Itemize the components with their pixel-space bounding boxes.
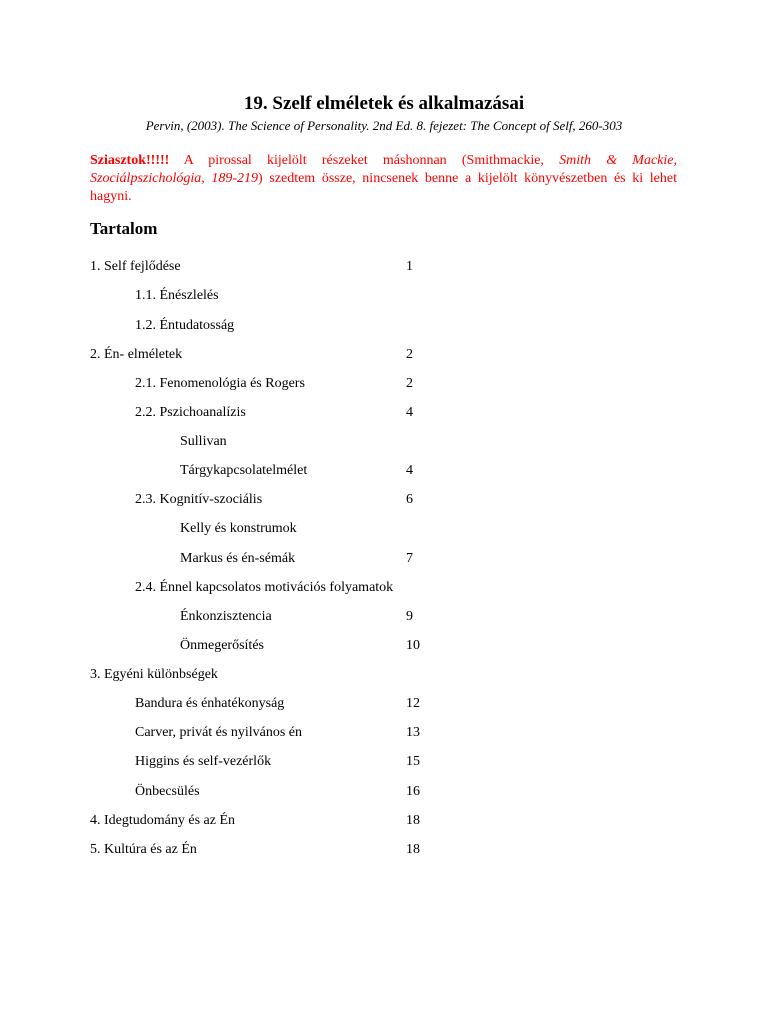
toc-label: Énkonzisztencia — [180, 609, 272, 624]
toc-label: 1.1. Énészlelés — [135, 288, 219, 303]
toc-row — [0, 752, 768, 772]
toc-row — [0, 723, 768, 743]
toc-heading: Tartalom — [90, 219, 158, 238]
toc-label: 4. Idegtudomány és az Én — [90, 813, 236, 828]
toc-page: 9 — [406, 609, 413, 624]
toc-label: Higgins és self-vezérlők — [135, 754, 272, 769]
document-title: 19. Szelf elméletek és alkalmazásai — [243, 93, 525, 114]
toc-label: 2. Én- elméletek — [90, 347, 183, 362]
toc-row — [0, 694, 768, 714]
notice-text-2: ) szedtem össze, nincsenek benne a kijelölt könyvészetben és ki lehet hagyni. — [90, 171, 677, 204]
notice-greeting: Sziasztok!!!!! — [90, 153, 170, 168]
toc-row — [0, 607, 768, 627]
toc-label: Önmegerősítés — [180, 638, 264, 653]
toc-label: 5. Kultúra és az Én — [90, 842, 197, 857]
toc-page: 13 — [406, 725, 420, 740]
toc-label: 2.3. Kognitív-szociális — [135, 492, 263, 507]
toc-label: 2.2. Pszichoanalízis — [135, 405, 246, 420]
toc-row — [0, 374, 768, 394]
toc-row — [0, 665, 768, 685]
toc-page: 10 — [406, 638, 420, 653]
toc-page: 15 — [406, 754, 420, 769]
toc-row — [0, 345, 768, 365]
toc-page: 4 — [406, 405, 413, 420]
toc-page: 6 — [406, 492, 413, 507]
toc-label: 1. Self fejlődése — [90, 259, 181, 274]
toc-row — [0, 490, 768, 510]
toc-page: 1 — [406, 259, 413, 274]
toc-row — [0, 519, 768, 539]
toc-label: 3. Egyéni különbségek — [90, 667, 218, 682]
toc-row — [0, 636, 768, 656]
toc-row — [0, 578, 768, 598]
toc-label: 2.1. Fenomenológia és Rogers — [135, 376, 305, 391]
toc-page: 18 — [406, 842, 420, 857]
toc-row — [0, 782, 768, 802]
toc-page: 2 — [406, 347, 413, 362]
toc-page: 12 — [406, 696, 420, 711]
toc-row — [0, 461, 768, 481]
toc-page: 7 — [406, 551, 413, 566]
toc-label: Kelly és konstrumok — [180, 521, 297, 536]
toc-row — [0, 316, 768, 336]
toc-row — [0, 811, 768, 831]
notice-paragraph — [90, 152, 677, 206]
toc-label: Bandura és énhatékonyság — [135, 696, 285, 711]
document-subtitle: Pervin, (2003). The Science of Personality. 2nd Ed. 8. fejezet: The Concept of Self, 260-303 — [145, 118, 623, 133]
toc-label: Carver, privát és nyilvános én — [135, 725, 303, 740]
notice-text-1: A pirossal kijelölt részeket máshonnan (Smithmackie, — [169, 153, 560, 168]
toc-label: Sullivan — [180, 434, 227, 449]
toc-label: Tárgykapcsolatelmélet — [180, 463, 308, 478]
toc-row — [0, 286, 768, 306]
toc-row — [0, 403, 768, 423]
toc-page: 18 — [406, 813, 420, 828]
toc-row — [0, 840, 768, 860]
toc-label: 1.2. Éntudatosság — [135, 318, 235, 333]
toc-page: 4 — [406, 463, 413, 478]
toc-row — [0, 257, 768, 277]
toc-page: 2 — [406, 376, 413, 391]
toc-label: 2.4. Énnel kapcsolatos motivációs folyamatok — [135, 580, 394, 595]
toc-label: Markus és én-sémák — [180, 551, 296, 566]
toc-page: 16 — [406, 784, 420, 799]
notice-citation: Smith & Mackie, Szociálpszichológia, 189-219 — [90, 153, 677, 186]
toc-label: Önbecsülés — [135, 784, 200, 799]
toc-row — [0, 432, 768, 452]
toc-row — [0, 549, 768, 569]
